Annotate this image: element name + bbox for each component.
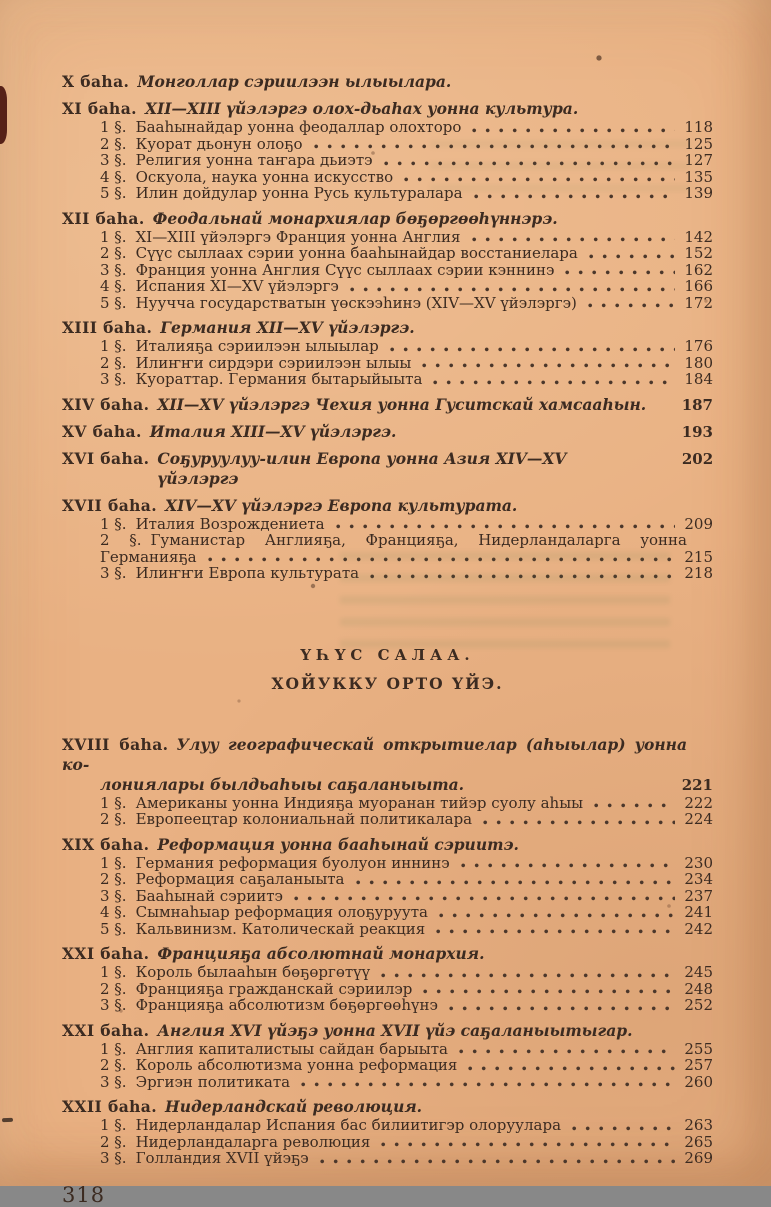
toc-section-line (62, 229, 713, 246)
chapter-label: XXII баһа. (62, 1097, 158, 1116)
section-title: Король абсолютизма уонна реформация (135, 1056, 458, 1074)
chapter-title: Италия XIII—XV үйэлэргэ. (149, 421, 397, 441)
section-number: 1 §. (100, 963, 127, 981)
toc-section-line (62, 262, 713, 279)
section-number: 2 §. (100, 1056, 127, 1074)
dot-leader (433, 380, 675, 385)
section-number: 1 §. (100, 793, 127, 812)
section-number: 1 §. (100, 853, 127, 872)
dot-leader (461, 863, 676, 868)
chapter-label: XVI баһа. (62, 448, 150, 468)
section-title: Голландия XVII үйэҕэ (135, 1149, 309, 1167)
section-title: Кальвинизм. Католическай реакция (135, 919, 426, 938)
section-title: Италия Возрождениета (135, 514, 325, 533)
dot-leader (472, 237, 676, 242)
section-number: 1 §. (100, 514, 127, 533)
chapter-heading-line (62, 449, 713, 489)
table-of-contents (62, 72, 713, 1167)
page-ref: 125 (684, 134, 713, 153)
section-title: Гуманистар Англияҕа, Францияҕа, Нидерландаларга уонна (150, 531, 687, 549)
section-title: Король былааһын бөҕөргөтүү (135, 963, 371, 981)
section-title: Илин дойдулар уонна Русь культуралара (135, 184, 463, 202)
chapter-title: Улуу географическай открытиелар (аһыылар) уонна ко- (62, 734, 687, 774)
page-ref: 202 (681, 449, 714, 468)
chapter-heading-line (62, 775, 713, 795)
section-number: 3 §. (100, 1072, 127, 1091)
toc-chapter (62, 99, 713, 202)
toc-section-line (62, 1041, 713, 1058)
toc-section-line (62, 1057, 713, 1074)
section-number: 3 §. (100, 564, 127, 582)
toc-section-line (62, 565, 713, 582)
dot-leader (572, 1126, 675, 1131)
dot-leader (588, 303, 676, 308)
chapter-title: Францияҕа абсолютнай монархия. (157, 944, 485, 963)
chapter-heading-line (62, 944, 713, 964)
section-number: 2 §. (100, 134, 127, 153)
toc-section-line (62, 295, 713, 312)
section-title: Германияҕа (100, 547, 197, 566)
toc-section-line (62, 871, 713, 888)
toc-section-line (62, 964, 713, 981)
dot-leader (594, 803, 675, 808)
section-number: 3 §. (100, 370, 127, 388)
chapter-label: XXI баһа. (62, 1020, 150, 1040)
section-title: Францияҕа гражданскай сэриилэр (135, 979, 413, 998)
dot-leader (336, 524, 676, 529)
toc-section-line (62, 855, 713, 872)
section-number: 5 §. (100, 184, 127, 202)
toc-chapter (62, 209, 713, 312)
dot-leader (449, 1006, 675, 1011)
section-number: 2 §. (100, 531, 142, 549)
chapter-label: XIII баһа. (62, 318, 153, 337)
toc-chapter (62, 1021, 713, 1091)
dot-leader (459, 1049, 675, 1054)
toc-section-line (62, 119, 713, 136)
page-ref: 257 (684, 1056, 713, 1074)
section-number: 2 §. (100, 979, 127, 998)
dot-leader (468, 1066, 675, 1071)
page-ref: 135 (684, 167, 713, 186)
part-subheading: ХОЙУККУ ОРТО ҮЙЭ. (271, 673, 504, 693)
section-title: Европеецтар колониальнай политикалара (135, 810, 473, 828)
section-title: Религия уонна таҥара дьиэтэ (135, 151, 373, 169)
page-ref: 263 (684, 1116, 713, 1134)
page-ref: 234 (684, 870, 713, 888)
toc-section-line (62, 245, 713, 262)
toc-section-line (62, 516, 713, 533)
chapter-heading-line (62, 1021, 713, 1041)
page-ref: 218 (684, 564, 713, 582)
chapter-heading-line (62, 496, 713, 516)
toc-section-line (62, 811, 713, 828)
dot-leader (483, 820, 675, 825)
chapter-heading-line (62, 735, 713, 775)
dot-leader (381, 1142, 675, 1147)
section-number: 4 §. (100, 167, 127, 186)
toc-section-line (62, 997, 713, 1014)
page-ref: 152 (684, 244, 713, 262)
page-ref: 252 (684, 996, 713, 1014)
leader-space (407, 434, 672, 439)
page-ref: 237 (684, 886, 713, 905)
dot-leader (589, 254, 676, 259)
page-ref: 269 (684, 1149, 713, 1167)
section-number: 3 §. (100, 260, 127, 279)
dot-leader (404, 177, 675, 182)
section-title: XI—XIII үйэлэргэ Франция уонна Англия (135, 227, 461, 246)
section-title: Англия капиталистыы сайдан барыыта (135, 1039, 448, 1058)
page-ref: 127 (684, 151, 713, 169)
page-ref: 172 (684, 293, 713, 312)
section-title: Реформация саҕаланыыта (135, 870, 345, 888)
section-title: Илиҥҥи Европа культурата (135, 564, 360, 582)
toc-chapter (62, 72, 713, 92)
section-number: 1 §. (100, 227, 127, 246)
page-ref: 215 (684, 547, 713, 566)
toc-section-line (62, 981, 713, 998)
section-title: Куорат дьонун олоҕо (135, 134, 303, 153)
chapter-label: XIX баһа. (62, 834, 150, 854)
chapter-label: XVIII баһа. (62, 734, 169, 754)
leader-space (657, 407, 672, 412)
dot-leader (350, 287, 676, 292)
section-number: 4 §. (100, 903, 127, 921)
part-divider (62, 646, 713, 693)
page-ref: 193 (681, 422, 713, 441)
section-number: 2 §. (100, 244, 127, 262)
margin-dash (2, 1118, 13, 1123)
chapter-title: XII—XV үйэлэргэ Чехия уонна Гуситскай хамсааһын. (157, 394, 647, 414)
toc-section-line (62, 1074, 713, 1091)
page-ref: 184 (684, 370, 713, 388)
chapter-label: XVII баһа. (62, 495, 158, 515)
page-ref: 139 (684, 184, 713, 202)
section-title: Эргиэн политиката (135, 1072, 291, 1091)
dot-leader (314, 144, 676, 149)
page-ref: 221 (681, 775, 713, 794)
toc-chapter (62, 944, 713, 1014)
toc-section-line (62, 152, 713, 169)
dot-leader (208, 557, 676, 562)
toc-section-line (62, 888, 713, 905)
chapter-heading-line (62, 318, 713, 338)
page-ref: 180 (684, 353, 713, 372)
chapter-title: Нидерландскай революция. (165, 1097, 423, 1116)
chapter-title: лониялары былдьаһыы саҕаланыыта. (100, 774, 465, 794)
chapter-label: X баһа. (62, 72, 130, 91)
page-ref: 248 (684, 979, 713, 998)
chapter-label: XV баһа. (62, 421, 142, 441)
chapter-title: Монголлар сэриилээн ылыылара. (137, 72, 452, 91)
page-ref: 166 (684, 277, 713, 295)
dot-leader (370, 574, 675, 579)
section-number: 3 §. (100, 1149, 127, 1167)
dot-leader (422, 363, 675, 368)
chapter-label: XII баһа. (62, 208, 145, 228)
chapter-title: Англия XVI үйэҕэ уонна XVII үйэ саҕаланыытыгар. (157, 1020, 633, 1040)
section-title: Нуучча государстватын үөскээһинэ (XIV—XV үйэлэргэ) (135, 293, 577, 312)
toc-section-line (62, 355, 713, 372)
page-ref: 245 (684, 963, 713, 981)
section-title: Сымнаһыар реформация олоҕуруута (135, 903, 428, 921)
toc-chapter (62, 395, 713, 415)
dot-leader (294, 896, 675, 901)
toc-section-line (62, 1134, 713, 1151)
section-title: Франция уонна Англия Сүүс сыллаах сэрии кэннинэ (135, 260, 555, 279)
toc-section-line (62, 278, 713, 295)
section-number: 4 §. (100, 277, 127, 295)
toc-section-line (62, 169, 713, 186)
book-edge-mark (0, 86, 7, 144)
toc-section-line (62, 1117, 713, 1134)
section-title: Бааһынайдар уонна феодаллар олохторо (135, 118, 462, 136)
page-ref: 162 (684, 260, 713, 279)
toc-chapter (62, 496, 713, 582)
chapter-heading-line (62, 99, 713, 119)
page-ref: 265 (684, 1132, 713, 1151)
section-number: 1 §. (100, 337, 127, 355)
leader-space (661, 481, 673, 486)
section-title: Нидерландаларга революция (135, 1132, 371, 1151)
chapter-heading-line (62, 835, 713, 855)
section-title: Францияҕа абсолютизм бөҕөргөөһүнэ (135, 996, 438, 1014)
dot-leader (439, 913, 675, 918)
chapter-heading-line (62, 1097, 713, 1117)
section-title: Сүүс сыллаах сэрии уонна бааһынайдар восстаниелара (135, 244, 578, 262)
toc-section-line (62, 532, 713, 549)
toc-section-line (62, 136, 713, 153)
page-ref: 242 (684, 919, 713, 938)
chapter-title: XII—XIII үйэлэргэ олох-дьаһах уонна культура. (144, 99, 579, 118)
page-ref: 230 (684, 853, 713, 872)
section-number: 2 §. (100, 870, 127, 888)
page-number: 318 (62, 1182, 106, 1207)
section-number: 1 §. (100, 1116, 127, 1134)
chapter-title: Германия XII—XV үйэлэргэ. (160, 318, 415, 337)
toc-chapter (62, 835, 713, 938)
section-title: Германия реформация буолуон иннинэ (135, 853, 450, 872)
section-title: Куораттар. Германия бытарыйыыта (135, 370, 423, 388)
section-number: 2 §. (100, 1132, 127, 1151)
dot-leader (384, 161, 676, 166)
page-ref: 260 (684, 1072, 713, 1091)
chapter-heading-line (62, 422, 713, 442)
toc-chapter (62, 735, 713, 828)
dot-leader (381, 973, 675, 978)
toc-section-line (62, 549, 713, 566)
dot-leader (472, 128, 675, 133)
chapter-heading-line (62, 209, 713, 229)
toc-section-line (62, 371, 713, 388)
dot-leader (436, 929, 675, 934)
toc-part-1 (62, 72, 713, 582)
page-ref: 118 (684, 118, 713, 136)
toc-chapter (62, 1097, 713, 1167)
toc-section-line (62, 1150, 713, 1167)
dot-leader (423, 989, 675, 994)
page-ref: 142 (684, 227, 713, 246)
toc-section-line (62, 921, 713, 938)
section-number: 5 §. (100, 293, 127, 312)
dot-leader (565, 270, 675, 275)
chapter-title: Соҕуруулуу-илин Европа уонна Азия XIV—XV үйэлэргэ (157, 448, 567, 488)
toc-section-line (62, 904, 713, 921)
chapter-title: XIV—XV үйэлэргэ Европа культурата. (165, 495, 518, 515)
page-ref: 255 (684, 1039, 713, 1058)
toc-section-line (62, 338, 713, 355)
toc-part-2 (62, 735, 713, 1167)
toc-chapter (62, 449, 713, 489)
part-heading: ҮҺҮС САЛАА. (300, 645, 475, 664)
section-number: 1 §. (100, 118, 127, 136)
dot-leader (301, 1082, 675, 1087)
chapter-label: XXI баһа. (62, 944, 150, 963)
chapter-label: XIV баһа. (62, 394, 150, 414)
dot-leader (474, 194, 676, 199)
toc-section-line (62, 795, 713, 812)
section-title: Испания XI—XV үйэлэргэ (135, 277, 339, 295)
chapter-label: XI баһа. (62, 99, 137, 118)
section-number: 3 §. (100, 886, 127, 905)
page-ref: 241 (684, 903, 713, 921)
section-number: 2 §. (100, 810, 127, 828)
page-ref: 222 (684, 793, 713, 812)
leader-space (475, 787, 673, 792)
dot-leader (356, 880, 676, 885)
chapter-title: Реформация уонна бааһынай сэриитэ. (157, 834, 519, 854)
section-number: 2 §. (100, 353, 127, 372)
toc-section-line (62, 185, 713, 202)
chapter-heading-line (62, 395, 713, 415)
paper-specks (0, 0, 2, 2)
section-title: Илиҥҥи сирдэри сэриилээн ылыы (135, 353, 412, 372)
toc-chapter (62, 422, 713, 442)
page-ref: 209 (684, 514, 713, 533)
page-ref: 224 (684, 810, 713, 828)
page-ref: 176 (684, 337, 713, 355)
page-ref: 187 (681, 395, 713, 414)
dot-leader (390, 347, 676, 352)
chapter-title: Феодальнай монархиялар бөҕөргөөһүннэрэ. (152, 208, 558, 228)
section-title: Италияҕа сэриилээн ылыылар (135, 337, 379, 355)
section-title: Оскуола, наука уонна искусство (135, 167, 394, 186)
section-number: 1 §. (100, 1039, 127, 1058)
section-number: 3 §. (100, 996, 127, 1014)
section-title: Бааһынай сэриитэ (135, 886, 283, 905)
chapter-heading-line (62, 72, 713, 92)
section-title: Американы уонна Индияҕа муоранан тийэр суолу аһыы (135, 793, 584, 812)
dot-leader (320, 1159, 676, 1164)
section-number: 5 §. (100, 919, 127, 938)
toc-chapter (62, 318, 713, 388)
section-number: 3 §. (100, 151, 127, 169)
section-title: Нидерландалар Испания бас билиитигэр олоруулара (135, 1116, 562, 1134)
